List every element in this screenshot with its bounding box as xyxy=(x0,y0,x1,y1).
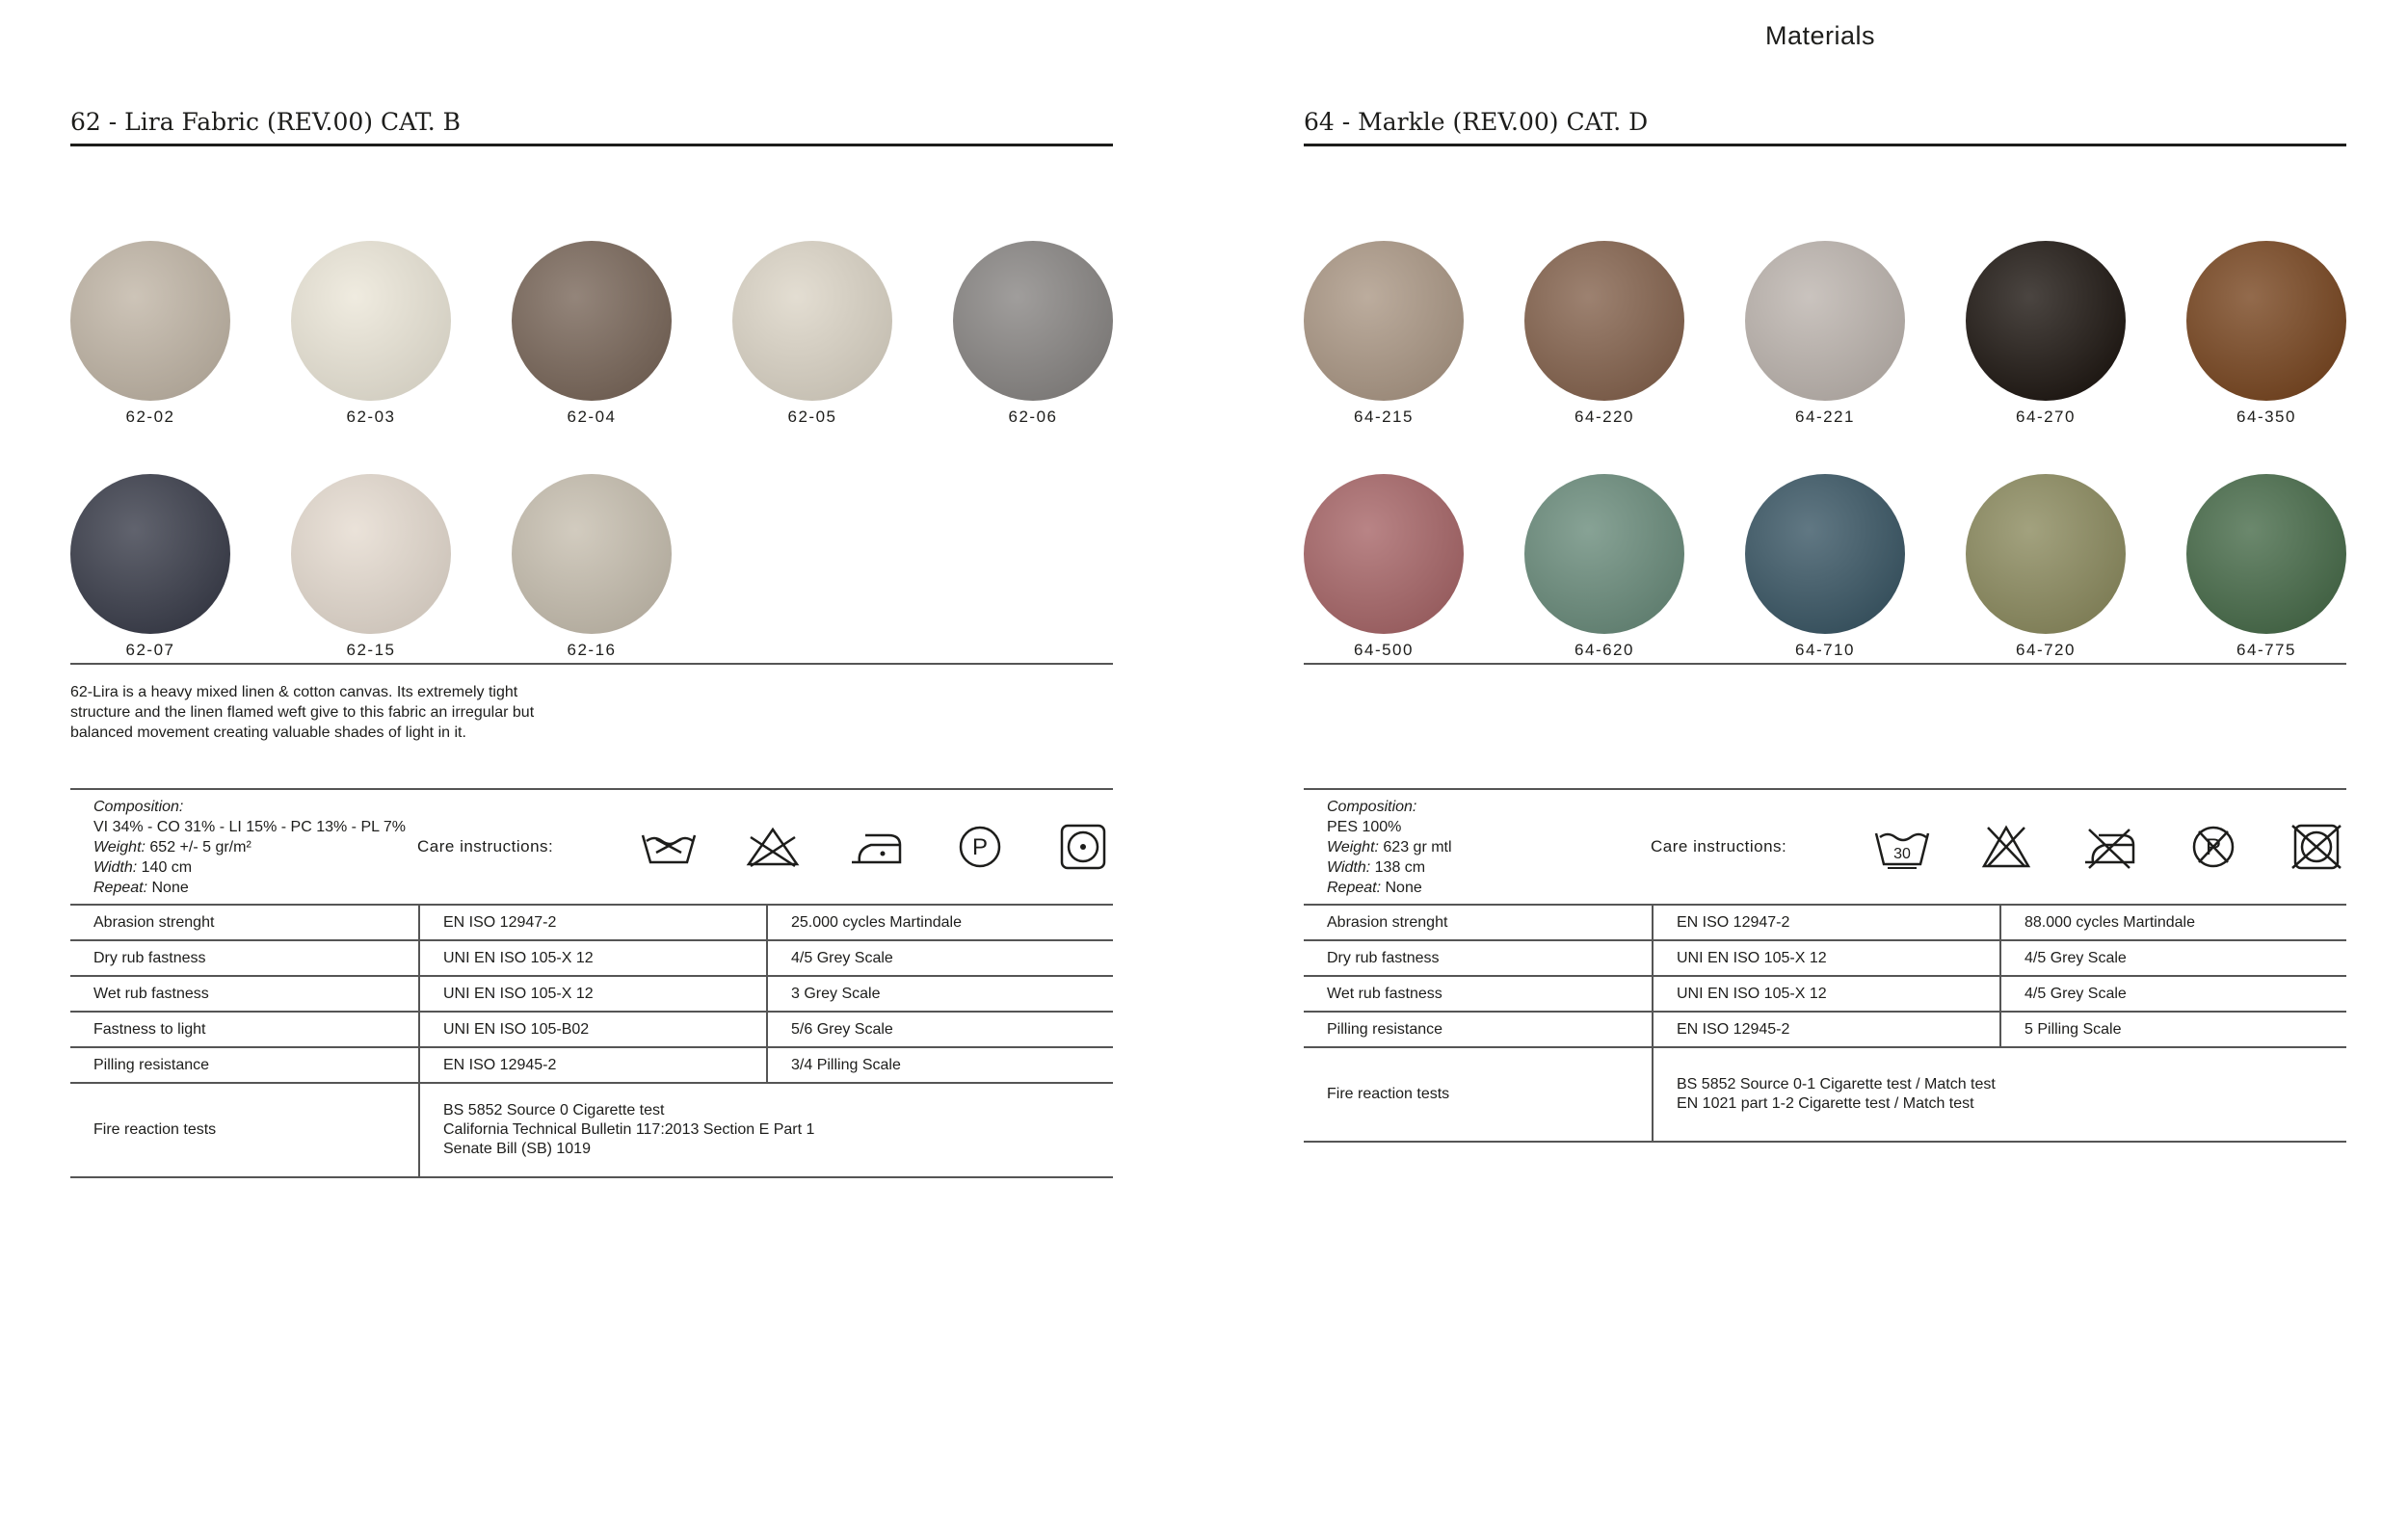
width-value: 140 cm xyxy=(137,858,193,876)
spec-result: 4/5 Grey Scale xyxy=(766,941,1113,975)
spec-result: 88.000 cycles Martindale xyxy=(1999,906,2346,939)
spec-standard: EN ISO 12947-2 xyxy=(1652,906,1999,939)
swatch-grid xyxy=(1304,146,2346,705)
swatch-sample xyxy=(1745,474,1905,634)
panel-title: 64 - Markle (REV.00) CAT. D xyxy=(1304,104,2346,146)
width-label: Width: xyxy=(93,858,138,876)
swatch-code: 64-775 xyxy=(2236,641,2296,659)
swatch-code: 64-350 xyxy=(2236,408,2296,426)
spec-row xyxy=(1304,941,2346,977)
spec-property: Pilling resistance xyxy=(93,1056,210,1073)
spec-property: Abrasion strenght xyxy=(1327,913,1448,931)
swatch xyxy=(1304,241,1464,427)
swatch xyxy=(1524,241,1684,427)
swatch xyxy=(70,474,230,660)
swatch-code: 62-05 xyxy=(787,408,837,426)
swatch-code: 64-500 xyxy=(1354,641,1414,659)
swatch xyxy=(512,474,672,660)
fire-test-line: California Technical Bulletin 117:2013 Section E Part 1 xyxy=(443,1121,815,1138)
spec-rows xyxy=(1304,906,2346,1048)
width-label: Width: xyxy=(1327,858,1371,876)
width-value: 138 cm xyxy=(1370,858,1426,876)
spec-standard: UNI EN ISO 105-X 12 xyxy=(418,977,766,1011)
spec-row xyxy=(70,1048,1113,1084)
swatch xyxy=(1304,474,1464,660)
swatch-code: 62-03 xyxy=(346,408,396,426)
swatch xyxy=(291,474,451,660)
fire-reaction-row xyxy=(70,1084,1113,1178)
spec-row xyxy=(70,977,1113,1013)
swatch-sample xyxy=(2186,474,2346,634)
description-line: 62-Lira is a heavy mixed linen & cotton canvas. Its extremely tight xyxy=(70,684,518,700)
spec-standard: EN ISO 12945-2 xyxy=(1652,1013,1999,1046)
swatch-code: 62-15 xyxy=(346,641,396,659)
spec-result: 5/6 Grey Scale xyxy=(766,1013,1113,1046)
spec-row xyxy=(70,1013,1113,1048)
swatch-code: 64-620 xyxy=(1574,641,1634,659)
spec-standard: EN ISO 12947-2 xyxy=(418,906,766,939)
panel-title: 62 - Lira Fabric (REV.00) CAT. B xyxy=(70,104,1113,146)
repeat-label: Repeat: xyxy=(1327,879,1382,896)
swatch-sample xyxy=(291,474,451,634)
spec-row xyxy=(1304,906,2346,941)
swatch-sample xyxy=(291,241,451,401)
spec-header-row xyxy=(70,788,1113,906)
right-panel xyxy=(1304,104,2346,1112)
swatch xyxy=(1966,474,2126,660)
swatch-sample xyxy=(1524,241,1684,401)
spec-property: Dry rub fastness xyxy=(1327,949,1440,966)
swatch-sample xyxy=(1304,474,1464,634)
composition-value: PES 100% xyxy=(1327,818,1402,835)
composition-block xyxy=(1304,797,1651,898)
swatch-sample xyxy=(732,241,892,401)
swatch xyxy=(1745,241,1905,427)
composition-label: Composition: xyxy=(93,798,184,815)
spec-property: Fastness to light xyxy=(93,1020,206,1038)
hand-wash-icon xyxy=(639,824,699,870)
swatch xyxy=(512,241,672,427)
dry-clean-p-icon xyxy=(950,824,1010,870)
spec-row xyxy=(70,941,1113,977)
swatch-code: 64-270 xyxy=(2016,408,2076,426)
divider xyxy=(1304,663,2346,665)
repeat-label: Repeat: xyxy=(93,879,148,896)
swatch-code: 64-221 xyxy=(1795,408,1855,426)
swatch-code: 64-720 xyxy=(2016,641,2076,659)
swatch xyxy=(953,241,1113,427)
fire-label: Fire reaction tests xyxy=(93,1121,217,1138)
swatch xyxy=(732,241,892,427)
swatch-sample xyxy=(1745,241,1905,401)
spec-standard: UNI EN ISO 105-X 12 xyxy=(418,941,766,975)
swatch xyxy=(1966,241,2126,427)
repeat-value: None xyxy=(1381,879,1422,896)
spec-header-row xyxy=(1304,788,2346,906)
swatch xyxy=(70,241,230,427)
no-bleach-icon xyxy=(1976,824,2036,870)
composition-label: Composition: xyxy=(1327,798,1417,815)
description-line: balanced movement creating valuable shades of light in it. xyxy=(70,724,466,741)
tumble-dry-icon xyxy=(1053,824,1113,870)
page-header: Materials xyxy=(1765,21,1876,50)
weight-value: 623 gr mtl xyxy=(1378,838,1452,856)
wash-30-icon xyxy=(1872,824,1932,870)
spec-property: Pilling resistance xyxy=(1327,1020,1443,1038)
swatch-sample xyxy=(70,241,230,401)
care-icons xyxy=(1872,824,2346,870)
spec-row xyxy=(1304,977,2346,1013)
spec-property: Dry rub fastness xyxy=(93,949,206,966)
weight-label: Weight: xyxy=(93,838,146,856)
wash-temp: 30 xyxy=(1893,846,1911,862)
swatch-code: 64-215 xyxy=(1354,408,1414,426)
spec-standard: UNI EN ISO 105-B02 xyxy=(418,1013,766,1046)
composition-value: VI 34% - CO 31% - LI 15% - PC 13% - PL 7% xyxy=(93,818,406,835)
no-tumble-dry-icon xyxy=(2287,824,2346,870)
swatch-sample xyxy=(512,474,672,634)
spec-standard: EN ISO 12945-2 xyxy=(418,1048,766,1082)
spec-table xyxy=(1304,788,2346,1143)
swatch-code: 62-06 xyxy=(1008,408,1058,426)
iron-low-icon xyxy=(846,824,906,870)
fabric-description xyxy=(70,682,610,743)
swatch-code: 62-16 xyxy=(567,641,617,659)
swatch-code: 62-07 xyxy=(125,641,175,659)
swatch-code: 64-710 xyxy=(1795,641,1855,659)
svg-text:P: P xyxy=(971,834,988,860)
fire-test-line: BS 5852 Source 0 Cigarette test xyxy=(443,1102,665,1119)
fire-reaction-row xyxy=(1304,1048,2346,1143)
swatch-code: 64-220 xyxy=(1574,408,1634,426)
spec-property: Wet rub fastness xyxy=(1327,985,1442,1002)
fire-test-line: Senate Bill (SB) 1019 xyxy=(443,1141,591,1157)
spec-standard: UNI EN ISO 105-X 12 xyxy=(1652,977,1999,1011)
spec-result: 3/4 Pilling Scale xyxy=(766,1048,1113,1082)
spec-row xyxy=(1304,1013,2346,1048)
fire-label: Fire reaction tests xyxy=(1327,1086,1450,1102)
fire-tests xyxy=(1652,1048,2346,1141)
swatch-sample xyxy=(1966,474,2126,634)
care-icons xyxy=(639,824,1113,870)
spec-rows xyxy=(70,906,1113,1084)
no-bleach-icon xyxy=(743,824,803,870)
weight-label: Weight: xyxy=(1327,838,1379,856)
swatch xyxy=(1745,474,1905,660)
swatch-grid xyxy=(70,146,1113,705)
care-instructions-label: Care instructions: xyxy=(417,837,554,856)
swatch-code: 62-04 xyxy=(567,408,617,426)
fire-test-line: EN 1021 part 1-2 Cigarette test / Match test xyxy=(1677,1095,1974,1112)
spec-property: Abrasion strenght xyxy=(93,913,215,931)
swatch xyxy=(1524,474,1684,660)
svg-text:P: P xyxy=(2205,834,2221,860)
care-instructions-label: Care instructions: xyxy=(1651,837,1787,856)
swatch-sample xyxy=(1966,241,2126,401)
weight-value: 652 +/- 5 gr/m² xyxy=(145,838,251,856)
spec-property: Wet rub fastness xyxy=(93,985,209,1002)
spec-table xyxy=(70,788,1113,1178)
swatch xyxy=(2186,241,2346,427)
spec-result: 25.000 cycles Martindale xyxy=(766,906,1113,939)
swatch-code: 62-02 xyxy=(125,408,175,426)
spec-result: 3 Grey Scale xyxy=(766,977,1113,1011)
spec-result: 5 Pilling Scale xyxy=(1999,1013,2346,1046)
composition-block xyxy=(70,797,417,898)
divider xyxy=(70,663,1113,665)
no-dry-clean-icon xyxy=(2183,824,2243,870)
spec-result: 4/5 Grey Scale xyxy=(1999,941,2346,975)
no-iron-icon xyxy=(2079,824,2139,870)
fire-tests xyxy=(418,1084,1113,1176)
spec-standard: UNI EN ISO 105-X 12 xyxy=(1652,941,1999,975)
left-panel xyxy=(70,104,1113,1157)
description-line: structure and the linen flamed weft give to this fabric an irregular but xyxy=(70,704,535,721)
fire-test-line: BS 5852 Source 0-1 Cigarette test / Match test xyxy=(1677,1076,1996,1093)
swatch-sample xyxy=(953,241,1113,401)
repeat-value: None xyxy=(147,879,189,896)
swatch-sample xyxy=(1304,241,1464,401)
swatch xyxy=(2186,474,2346,660)
swatch-sample xyxy=(1524,474,1684,634)
spec-result: 4/5 Grey Scale xyxy=(1999,977,2346,1011)
swatch-sample xyxy=(512,241,672,401)
swatch-sample xyxy=(70,474,230,634)
spec-row xyxy=(70,906,1113,941)
swatch xyxy=(291,241,451,427)
swatch-sample xyxy=(2186,241,2346,401)
